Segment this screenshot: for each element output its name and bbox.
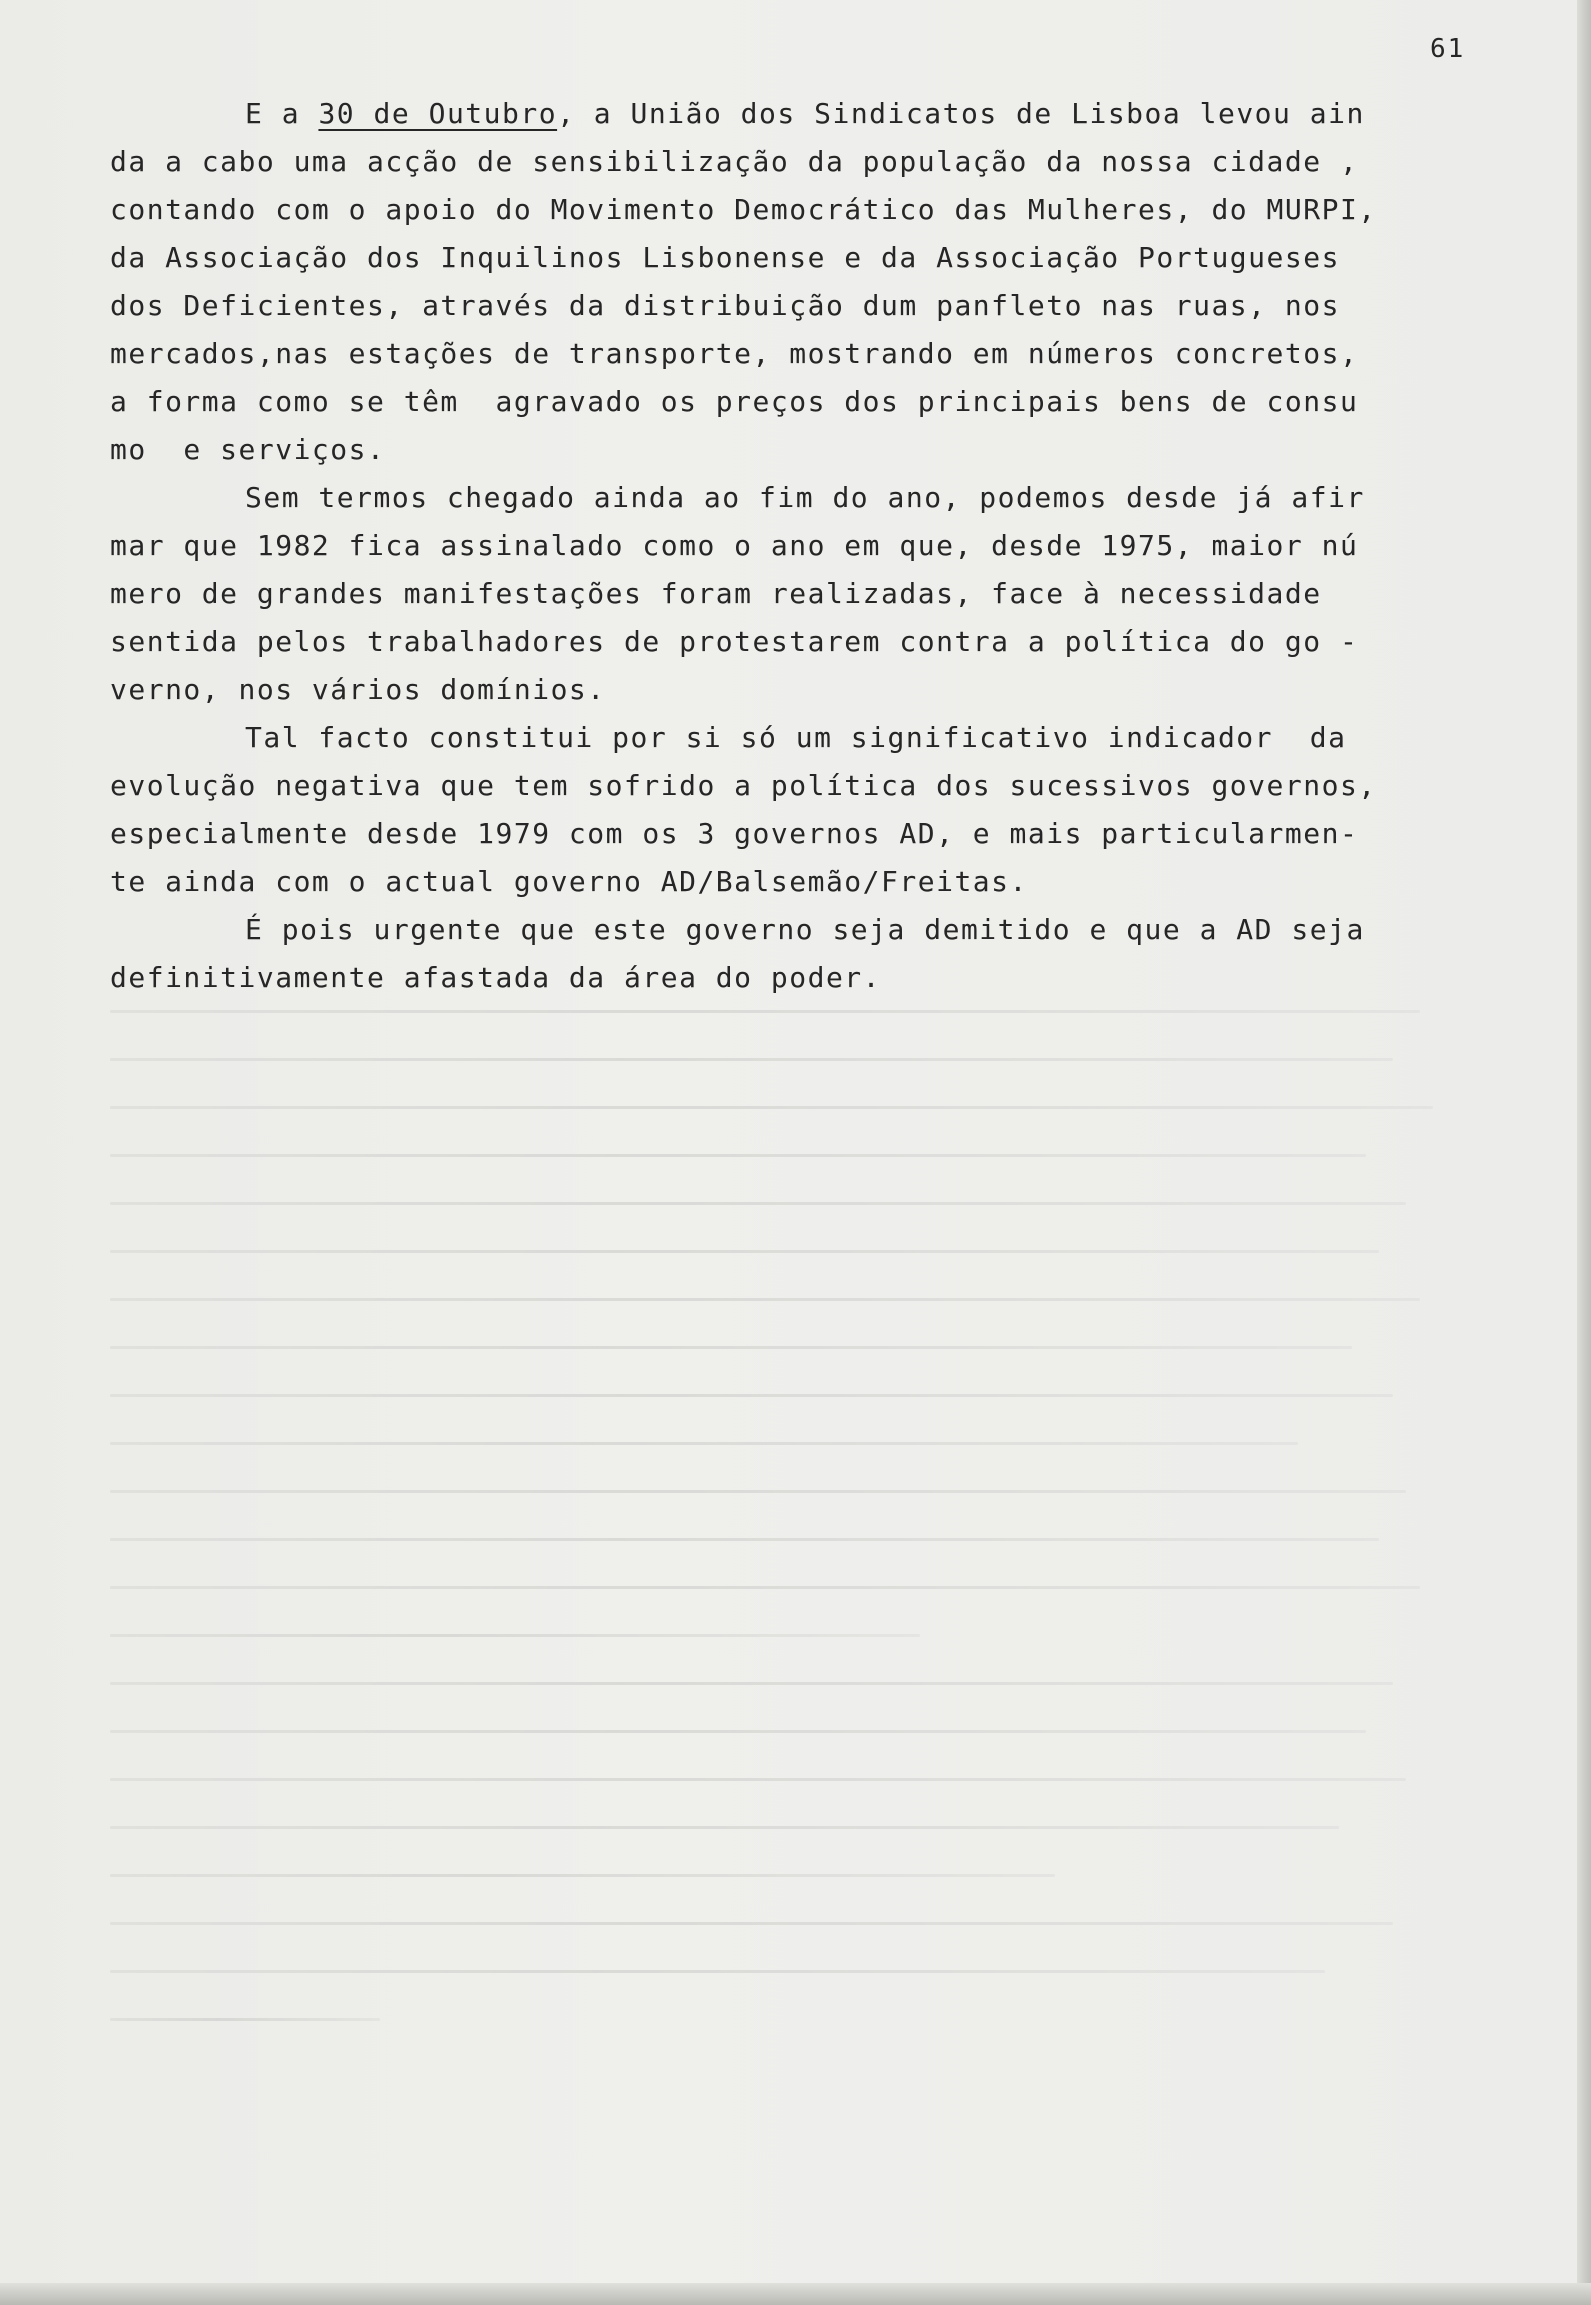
paragraph-4 (110, 906, 1480, 1002)
underlined-date: 30 de Outubro (318, 97, 558, 130)
text-line: dos Deficientes, através da distribuição dum panfleto nas ruas, nos (110, 289, 1340, 322)
text-line: verno, nos vários domínios. (110, 673, 606, 706)
page-number: 61 (1430, 34, 1466, 64)
paragraph-1 (110, 90, 1480, 474)
bleed-through-text (110, 1010, 1460, 2066)
text-fragment: , a União dos Sindicatos de Lisboa levou ain (557, 97, 1365, 130)
text-line: É pois urgente que este governo seja demitido e que a AD seja (245, 913, 1365, 946)
text-line: da a cabo uma acção de sensibilização da população da nossa cidade , (110, 145, 1359, 178)
text-line: sentida pelos trabalhadores de protestarem contra a política do go - (110, 625, 1359, 658)
document-body (110, 90, 1480, 1002)
text-fragment: E a (245, 97, 319, 130)
page-edge (1577, 0, 1591, 2305)
text-line: Tal facto constitui por si só um significativo indicador da (245, 721, 1347, 754)
page-bottom-edge (0, 2283, 1591, 2305)
text-line: mercados,nas estações de transporte, mostrando em números concretos, (110, 337, 1359, 370)
text-line: mar que 1982 fica assinalado como o ano em que, desde 1975, maior nú (110, 529, 1359, 562)
paragraph-3 (110, 714, 1480, 906)
paragraph-2 (110, 474, 1480, 714)
text-line: Sem termos chegado ainda ao fim do ano, podemos desde já afir (245, 481, 1365, 514)
text-line: mero de grandes manifestações foram realizadas, face à necessidade (110, 577, 1322, 610)
text-line: te ainda com o actual governo AD/Balsemão/Freitas. (110, 865, 1028, 898)
text-line: especialmente desde 1979 com os 3 governos AD, e mais particularmen- (110, 817, 1359, 850)
text-line: evolução negativa que tem sofrido a política dos sucessivos governos, (110, 769, 1377, 802)
text-line: contando com o apoio do Movimento Democrático das Mulheres, do MURPI, (110, 193, 1377, 226)
text-line: definitivamente afastada da área do poder. (110, 961, 882, 994)
text-line (110, 90, 1480, 138)
text-line: da Associação dos Inquilinos Lisbonense e da Associação Portugueses (110, 241, 1340, 274)
text-line: a forma como se têm agravado os preços dos principais bens de consu (110, 385, 1359, 418)
text-line: mo e serviços. (110, 433, 386, 466)
